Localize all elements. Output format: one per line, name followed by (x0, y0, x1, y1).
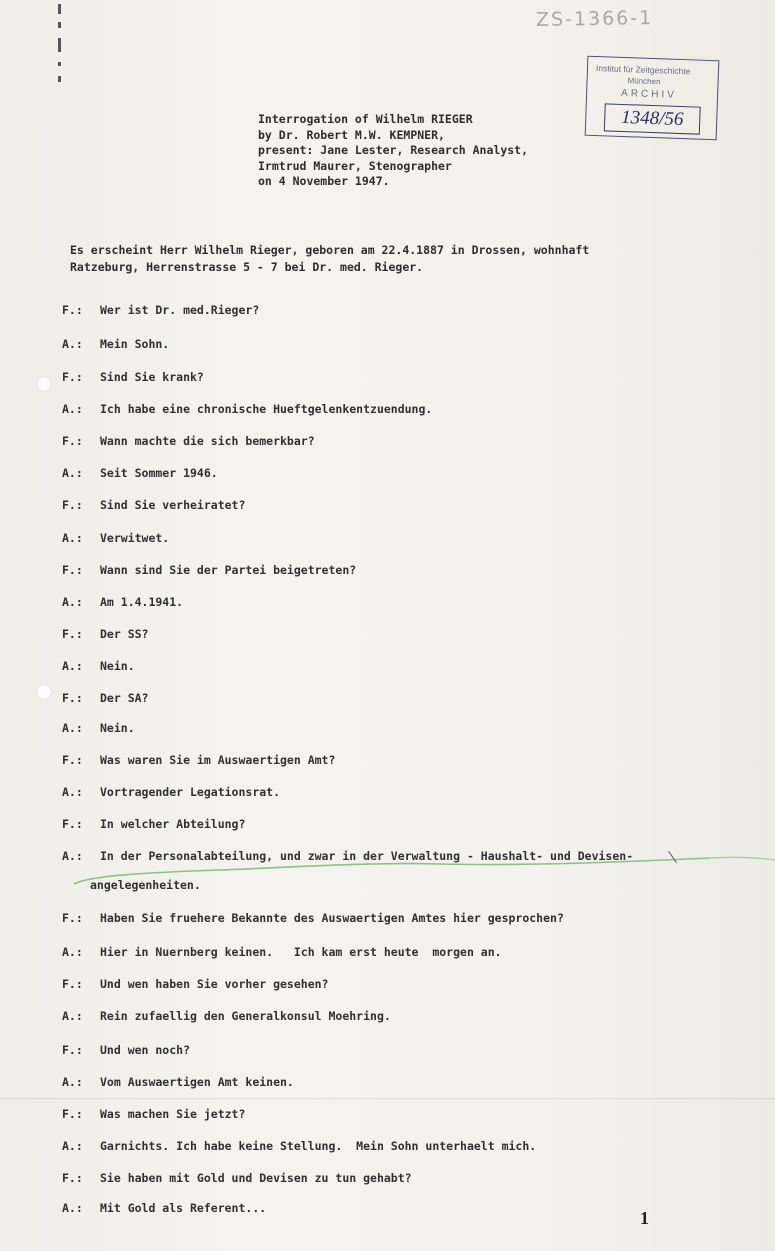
dialogue-line (62, 1074, 294, 1090)
intro-line: Ratzeburg, Herrenstrasse 5 - 7 bei Dr. med. Rieger. (70, 260, 424, 274)
dialogue-line (62, 626, 148, 642)
dialogue-text: Vortragender Legationsrat. (100, 785, 281, 799)
document-header (258, 112, 528, 190)
speaker-label: F.: (62, 434, 83, 448)
dialogue-text: Sie haben mit Gold und Devisen zu tun gehabt? (100, 1171, 412, 1185)
dialogue-line (62, 369, 204, 385)
speaker-label: A.: (62, 659, 83, 673)
dialogue-text: Sind Sie krank? (100, 370, 204, 384)
dialogue-text: Und wen haben Sie vorher gesehen? (100, 977, 329, 991)
speaker-label: F.: (62, 627, 83, 641)
stamp-city: München (627, 76, 661, 87)
intro-paragraph (70, 242, 710, 276)
dialogue-line (62, 433, 315, 449)
header-line: Interrogation of Wilhelm RIEGER (258, 112, 473, 126)
speaker-label: F.: (62, 817, 83, 831)
speaker-label: A.: (62, 531, 83, 545)
dialogue-text: Vom Auswaertigen Amt keinen. (100, 1075, 294, 1089)
continuation-line: angelegenheiten. (90, 878, 201, 892)
speaker-label: F.: (62, 753, 83, 767)
dialogue-line (62, 752, 335, 768)
dialogue-text: Mein Sohn. (100, 337, 170, 351)
speaker-label: F.: (62, 303, 83, 317)
dialogue-text: Und wen noch? (100, 1043, 191, 1057)
margin-marks (58, 4, 68, 84)
dialogue-line (62, 1170, 412, 1186)
speaker-label: A.: (62, 1009, 83, 1023)
dialogue-line (62, 302, 259, 318)
dialogue-text: Mit Gold als Referent... (100, 1201, 267, 1215)
dialogue-text: Der SS? (100, 627, 149, 641)
speaker-label: F.: (62, 1171, 83, 1185)
speaker-label: A.: (62, 785, 83, 799)
dialogue-text: Ich habe eine chronische Hueftgelenkentzuendung. (100, 402, 433, 416)
speaker-label: A.: (62, 402, 83, 416)
speaker-label: F.: (62, 563, 83, 577)
dialogue-line (62, 1042, 190, 1058)
dialogue-text: Wann sind Sie der Partei beigetreten? (100, 563, 357, 577)
dialogue-line (62, 1200, 266, 1216)
speaker-label: A.: (62, 337, 83, 351)
dialogue-line (62, 1138, 536, 1154)
speaker-label: F.: (62, 1043, 83, 1057)
dialogue-line (62, 497, 245, 513)
speaker-label: A.: (62, 1075, 83, 1089)
dialogue-line (62, 562, 356, 578)
speaker-label: F.: (62, 691, 83, 705)
dialogue-text: Wer ist Dr. med.Rieger? (100, 303, 260, 317)
stamp-institute: Institut für Zeitgeschichte (595, 63, 691, 77)
punch-hole-bottom (36, 684, 52, 700)
speaker-label: A.: (62, 1201, 83, 1215)
dialogue-line (62, 658, 135, 674)
stamp-number: 1348/56 (604, 103, 701, 134)
dialogue-line (62, 465, 218, 481)
dialogue-text: Hier in Nuernberg keinen. Ich kam erst heute morgen an. (100, 945, 502, 959)
header-line: present: Jane Lester, Research Analyst, (258, 143, 529, 157)
speaker-label: A.: (62, 466, 83, 480)
dialogue-text: Wann machte die sich bemerkbar? (100, 434, 315, 448)
speaker-label: A.: (62, 849, 83, 863)
fold-line (0, 1098, 775, 1099)
dialogue-line (62, 1008, 391, 1024)
intro-line: Es erscheint Herr Wilhelm Rieger, geboren am 22.4.1887 in Drossen, wohnhaft (70, 243, 590, 257)
archive-stamp (585, 56, 720, 141)
speaker-label: F.: (62, 370, 83, 384)
speaker-label: A.: (62, 1139, 83, 1153)
dialogue-text: Seit Sommer 1946. (100, 466, 218, 480)
dialogue-line (62, 1106, 245, 1122)
speaker-label: F.: (62, 911, 83, 925)
dialogue-text: Der SA? (100, 691, 149, 705)
dialogue-text: In der Personalabteilung, und zwar in der Verwaltung - Haushalt- und Devisen- (100, 849, 634, 863)
dialogue-line (62, 530, 169, 546)
dialogue-text: Verwitwet. (100, 531, 170, 545)
archive-code: ZS-1366-1 (535, 6, 654, 32)
page-number: 1 (640, 1208, 649, 1228)
header-line: Irmtrud Maurer, Stenographer (258, 158, 452, 173)
header-line: by Dr. Robert M.W. KEMPNER, (258, 127, 445, 142)
dialogue-line (62, 336, 169, 352)
dialogue-text: Nein. (100, 659, 135, 673)
dialogue-line (62, 976, 328, 992)
dialogue-line (62, 816, 245, 832)
dialogue-line (62, 594, 183, 610)
dialogue-line (62, 690, 148, 706)
header-line: on 4 November 1947. (258, 174, 390, 188)
dialogue-line (62, 784, 280, 800)
dialogue-line (62, 720, 135, 736)
punch-hole-top (36, 376, 52, 392)
dialogue-line (62, 944, 502, 960)
dialogue-line (62, 910, 564, 926)
dialogue-text: Haben Sie fruehere Bekannte des Auswaertigen Amtes hier gesprochen? (100, 911, 564, 925)
dialogue-text: Was machen Sie jetzt? (100, 1107, 246, 1121)
dialogue-text: Nein. (100, 721, 135, 735)
speaker-label: A.: (62, 595, 83, 609)
speaker-label: F.: (62, 498, 83, 512)
dialogue-text: Rein zufaellig den Generalkonsul Moehring. (100, 1009, 391, 1023)
speaker-label: A.: (62, 721, 83, 735)
dialogue-text: Was waren Sie im Auswaertigen Amt? (100, 753, 336, 767)
speaker-label: A.: (62, 945, 83, 959)
stamp-archive: ARCHIV (620, 87, 678, 101)
speaker-label: F.: (62, 977, 83, 991)
dialogue-text: Am 1.4.1941. (100, 595, 184, 609)
speaker-label: F.: (62, 1107, 83, 1121)
dialogue-text: Garnichts. Ich habe keine Stellung. Mein Sohn unterhaelt mich. (100, 1139, 537, 1153)
dialogue-text: In welcher Abteilung? (100, 817, 246, 831)
dialogue-line (62, 401, 432, 417)
dialogue-text: Sind Sie verheiratet? (100, 498, 246, 512)
